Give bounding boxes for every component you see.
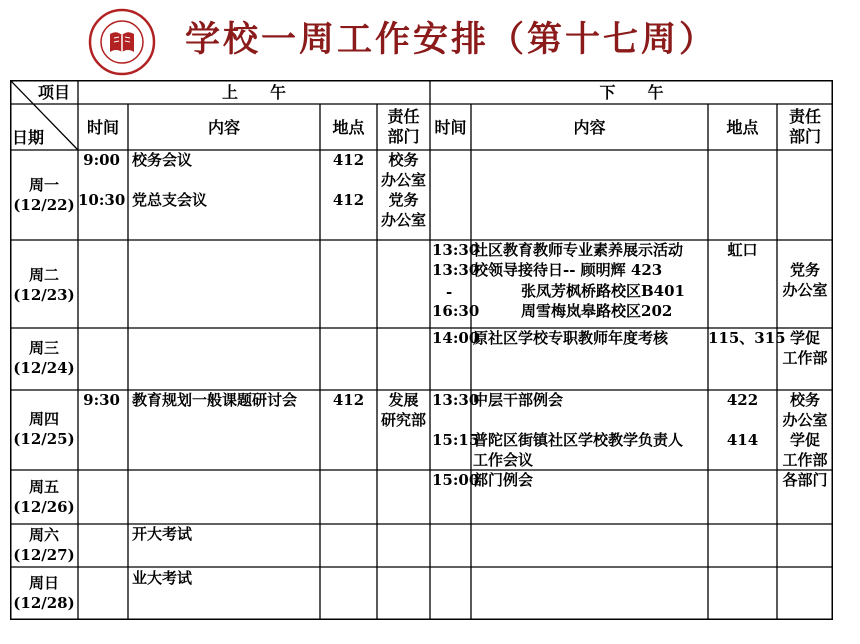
header-pm-place: 地点 — [726, 118, 759, 137]
header-am-place: 地点 — [332, 118, 365, 137]
thu-pm-place-1: 422 — [726, 391, 759, 409]
sat-am-content: 开大考试 — [132, 525, 193, 543]
sun-am-content: 业大考试 — [132, 569, 193, 587]
wed-pm-dept-2: 工作部 — [782, 349, 828, 367]
mon-am-place-1: 412 — [332, 151, 365, 169]
header-pm-dept-line1: 责任 — [788, 107, 821, 126]
tue-pm-content-1: 社区教育教师专业素养展示活动 — [473, 241, 684, 259]
mon-am-place-2: 412 — [332, 191, 365, 209]
day-sat-name: 周六 — [28, 526, 59, 544]
thu-pm-time-2: 15:15 — [432, 431, 480, 449]
page-title: 学校一周工作安排（第十七周） — [185, 19, 718, 60]
thu-pm-content-1: 中层干部例会 — [473, 391, 564, 409]
header-pm-dept-line2: 部门 — [788, 127, 821, 146]
schedule-table — [10, 80, 833, 620]
mon-am-time-2: 10:30 — [78, 191, 126, 209]
tue-pm-time-1: 13:30 — [432, 241, 480, 259]
wed-pm-place: 115、315 — [708, 329, 786, 347]
day-fri-name: 周五 — [28, 478, 59, 496]
tue-pm-time-4: 16:30 — [432, 302, 480, 320]
thu-pm-content-2b: 工作会议 — [473, 451, 534, 469]
day-sun-date: (12/28) — [13, 594, 75, 612]
fri-pm-content: 部门例会 — [473, 471, 534, 489]
thu-am-place: 412 — [332, 391, 365, 409]
thu-am-content: 教育规划一般课题研讨会 — [132, 391, 298, 409]
wed-pm-time: 14:00 — [432, 329, 480, 347]
day-mon-date: (12/22) — [13, 196, 75, 214]
mon-am-dept-1: 校务 — [388, 151, 419, 169]
day-sat-date: (12/27) — [13, 546, 75, 564]
day-tue-name: 周二 — [28, 266, 59, 284]
day-sun-name: 周日 — [28, 574, 59, 592]
wed-pm-content: 原社区学校专职教师年度考核 — [473, 329, 669, 347]
mon-am-content-1: 校务会议 — [132, 151, 193, 169]
day-thu-name: 周四 — [28, 410, 59, 428]
mon-am-content-2: 党总支会议 — [132, 191, 208, 209]
fri-pm-time: 15:00 — [432, 471, 480, 489]
thu-pm-content-2a: 普陀区街镇社区学校教学负责人 — [473, 431, 684, 449]
tue-pm-dept-1: 党务 — [789, 261, 820, 279]
tue-pm-content-4: 周雪梅岚皋路校区202 — [521, 302, 673, 320]
tue-pm-dept-2: 办公室 — [782, 281, 828, 299]
day-thu-date: (12/25) — [13, 430, 75, 448]
header-date: 日期 — [12, 128, 45, 147]
tue-pm-content-3: 张凤芳枫桥路校区B401 — [521, 282, 685, 300]
header-am-dept-line2: 部门 — [387, 127, 420, 146]
fri-pm-dept: 各部门 — [782, 471, 828, 489]
mon-am-dept-2: 办公室 — [380, 171, 426, 189]
mon-am-dept-3: 党务 — [388, 191, 419, 209]
thu-am-time: 9:30 — [83, 391, 120, 409]
header-am-time: 时间 — [86, 118, 119, 137]
day-tue-date: (12/23) — [13, 286, 75, 304]
header-pm-content: 内容 — [573, 118, 606, 137]
mon-am-time-1: 9:00 — [83, 151, 120, 169]
day-fri-date: (12/26) — [13, 498, 75, 516]
thu-pm-place-2: 414 — [726, 431, 759, 449]
tue-pm-time-3: - — [446, 283, 453, 301]
header-am: 上 午 — [221, 83, 286, 102]
day-wed-name: 周三 — [28, 339, 59, 357]
thu-am-dept-2: 研究部 — [380, 411, 426, 429]
header-am-content: 内容 — [207, 118, 240, 137]
tue-pm-content-2: 校领导接待日-- 顾明辉 423 — [473, 261, 663, 279]
thu-pm-dept-3: 学促 — [789, 431, 820, 449]
thu-pm-dept-1: 校务 — [789, 391, 820, 409]
header-pm: 下 午 — [599, 83, 664, 102]
day-wed-date: (12/24) — [13, 359, 75, 377]
tue-pm-time-2: 13:30 — [432, 261, 480, 279]
thu-am-dept-1: 发展 — [388, 391, 419, 409]
wed-pm-dept-1: 学促 — [789, 329, 820, 347]
day-mon-name: 周一 — [28, 176, 59, 194]
header-item: 项目 — [37, 83, 70, 102]
thu-pm-time-1: 13:30 — [432, 391, 480, 409]
thu-pm-dept-4: 工作部 — [782, 451, 828, 469]
mon-am-dept-4: 办公室 — [380, 211, 426, 229]
header-pm-time: 时间 — [434, 118, 467, 137]
school-logo — [88, 8, 156, 76]
header-am-dept-line1: 责任 — [387, 107, 420, 126]
thu-pm-dept-2: 办公室 — [782, 411, 828, 429]
tue-pm-place: 虹口 — [727, 241, 758, 259]
